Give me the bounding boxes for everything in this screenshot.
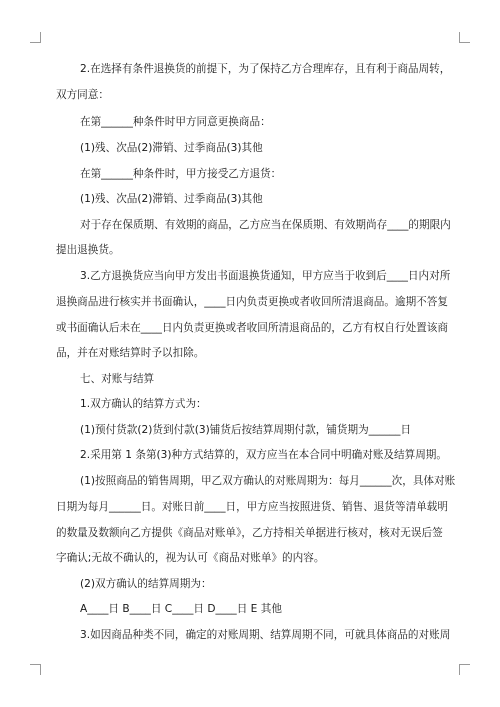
text-line: 2.在选择有条件退换货的前提下，为了保持乙方合理库存，且有利于商品周转， — [80, 63, 451, 75]
text-line: 的数量及数额向乙方提供《商品对账单》，乙方持相关单据进行核对，核对无误后签 — [56, 527, 443, 539]
crop-mark-top-right — [459, 32, 470, 43]
text-line: (2)双方确认的结算周期为： — [80, 578, 212, 590]
text-line: A____日 B____日 C____日 D____日 E 其他 — [80, 603, 282, 615]
text-line: 或书面确认后未在____日内负责更换或者收回所清退商品的，乙方有权自行处置该商 — [56, 322, 448, 334]
text-line: 退换商品进行核实并书面确认，____日内负责更换或者收回所清退商品。逾期不答复 — [56, 296, 448, 308]
text-line: (1)残、次品(2)滞销、过季商品(3)其他 — [80, 193, 263, 205]
text-line: 在第______种条件时甲方同意更换商品： — [80, 116, 271, 128]
text-line: (1)按照商品的销售周期，甲乙双方确认的对账周期为：每月______次，具体对账 — [80, 475, 456, 487]
text-line: 七、对账与结算 — [80, 373, 155, 385]
text-line: 字确认;无故不确认的，视为认可《商品对账单》的内容。 — [56, 552, 325, 564]
text-line: 对于存在保质期、有效期的商品，乙方应当在保质期、有效期尚存____的期限内 — [80, 219, 451, 231]
text-line: 在第______种条件时，甲方接受乙方退货： — [80, 168, 282, 180]
text-line: 提出退换货。 — [56, 244, 120, 256]
crop-mark-top-left — [30, 32, 41, 43]
text-line: 1.双方确认的结算方式为： — [80, 398, 207, 410]
text-line: 日期为每月______日。对账日前____日，甲方应当按照进货、销售、退货等清单载明 — [56, 501, 448, 513]
text-line: 2.采用第 1 条第(3)种方式结算的，双方应当在本合同中明确对账及结算周期。 — [80, 449, 447, 461]
text-line: 双方同意： — [56, 89, 109, 101]
text-line: (1)残、次品(2)滞销、过季商品(3)其他 — [80, 142, 263, 154]
crop-mark-bottom-right — [459, 664, 470, 675]
text-line: 3.乙方退换货应当向甲方发出书面退换货通知，甲方应当于收到后____日内对所 — [80, 270, 451, 282]
text-line: 3.如因商品种类不同，确定的对账周期、结算周期不同，可就具体商品的对账周 — [80, 629, 451, 641]
text-line: (1)预付货款(2)货到付款(3)铺货后按结算周期付款，铺货期为______日 — [80, 424, 412, 436]
text-line: 品，并在对账结算时予以扣除。 — [56, 347, 205, 359]
crop-mark-bottom-left — [30, 664, 41, 675]
